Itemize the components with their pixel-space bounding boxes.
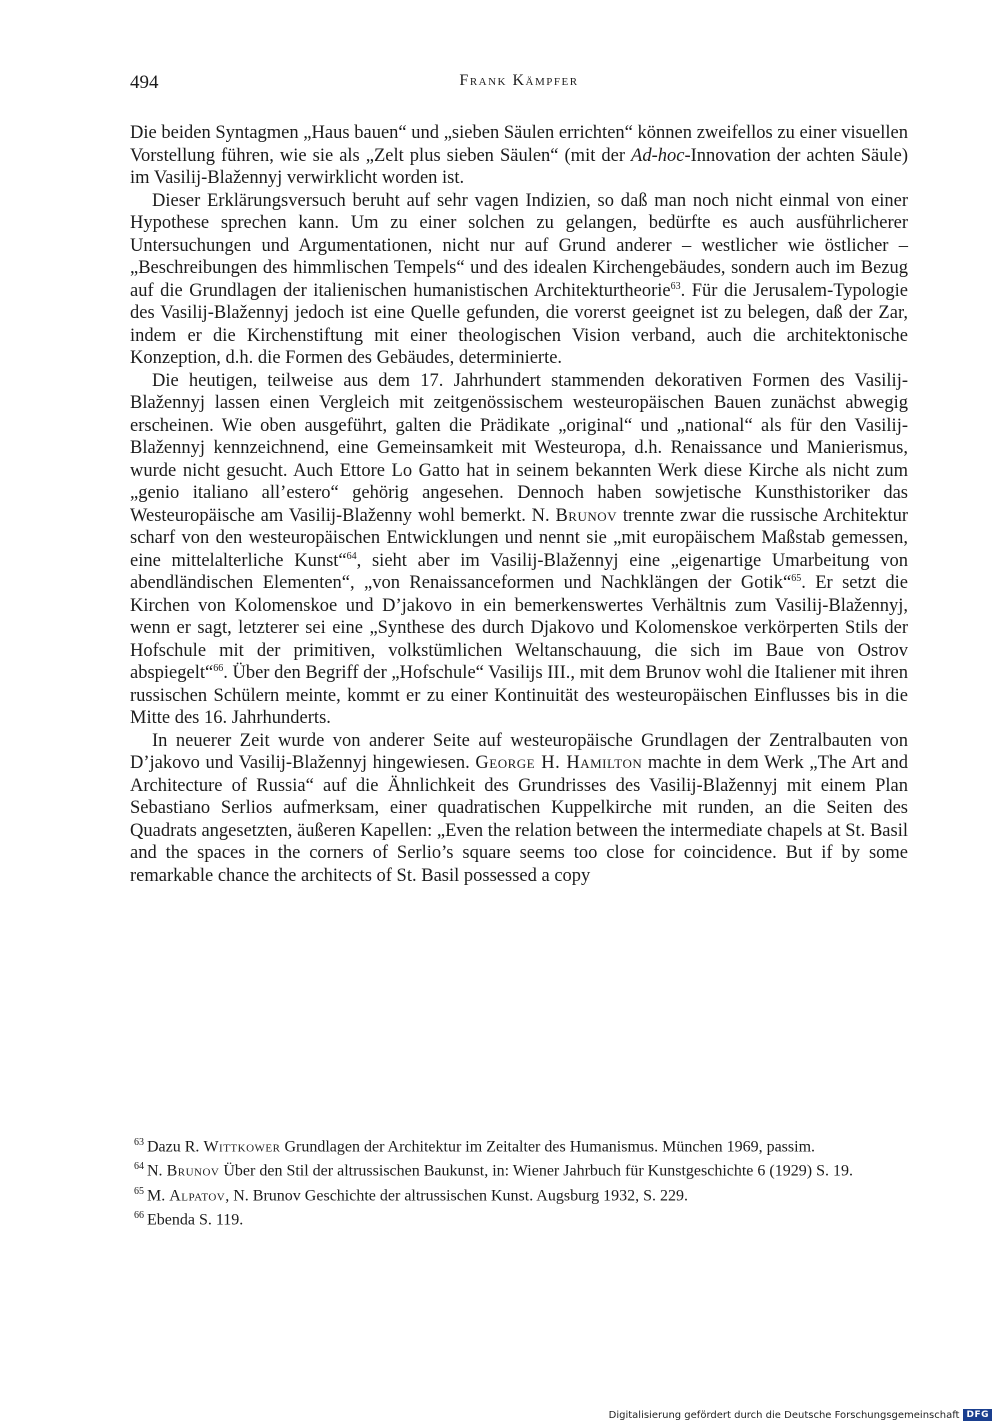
footnote-ref-66[interactable]: 66 — [213, 662, 224, 674]
dfg-logo: DFG — [963, 1409, 992, 1421]
paragraph-2 — [130, 190, 908, 370]
footnote-text: , N. Brunov Geschichte der altrussischen Kunst. Augsburg 1932, S. 229. — [225, 1186, 689, 1204]
paragraph-4 — [130, 730, 908, 888]
footnote-number: 66 — [134, 1209, 144, 1221]
paragraph-3-text-d: . Er setzt die Kirchen von Kolomenskoe und D’jakovo in ein bemerkenswertes Verhältnis zum Vasilij-Blažennyj, wenn er sagt, letzterer sei eine „Synthese des durch Djakovo und Kolomenskoe verkörperten Stils der Hofschule mit der primitiven, volkstümlichen Weltanschauung, die sich im Baue von Ostrov abspiegelt“ — [130, 573, 908, 683]
paragraph-3-text-b: trennte zwar die russische Architektur scharf von den westeuropäischen Entwicklungen und nennt sie „mit europäischem Maßstab gemessen, eine mittelalterliche Kunst“ — [130, 505, 908, 571]
paragraph-1-rest: -Innovation der achten Säule) im Vasilij-Blažennyj verwirklicht worden ist. — [130, 145, 908, 188]
author-name-brunov: Brunov — [555, 505, 618, 526]
footnote-prefix: M. — [147, 1186, 170, 1204]
paragraph-2-rest: . Für die Jerusalem-Typologie des Vasilij-Blažennyj jedoch ist eine Quelle gefunden, die vorerst geeignet ist zu belegen, daß der Zar, indem er die Kirchenstiftung mit einer theologischen Vision verband, auch die architektonische Konzeption, d.h. die Formen des Gebäudes, determinierte. — [130, 280, 908, 368]
footnote-ref-63[interactable]: 63 — [670, 280, 681, 292]
paragraph-3-text-e: . Über den Begriff der „Hofschule“ Vasilijs III., mit dem Brunov wohl die Italiener mit ihren russischen Schülern meinte, kommt er zu einer Kontinuität des westeuropäischen Einflusses bis in die Mitte des 16. Jahrhunderts. — [130, 663, 908, 728]
footnote-number: 65 — [134, 1185, 144, 1197]
paragraph-3-text-a: Die heutigen, teilweise aus dem 17. Jahrhundert stammenden dekorativen Formen des Vasilij-Blažennyj lassen einen Vergleich mit zeitgenössischem westeuropäischen Bauen zunächst abwegig erscheinen. Wie oben ausgeführt, galten die Prädikate „original“ und „national“ als für den Vasilij-Blažennyj kennzeichnend, eine Gemeinsamkeit mit Westeuropa, d.h. Renaissance und Manierismus, wurde nicht gesucht. Auch Ettore Lo Gatto hat in seinem bekannten Werk diese Kirche als nicht zum „genio italiano all’estero“ gehörig angesehen. Dennoch haben sowjetische Kunsthistoriker das Westeuropäische am Vasilij-Blaženny wohl bemerkt. N. — [130, 370, 908, 526]
paragraph-4-text-a: In neuerer Zeit wurde von anderer Seite auf westeuropäische Grundlagen der Zentralbauten von D’jakovo und Vasilij-Blažennyj hingewiesen. — [130, 730, 908, 773]
paragraph-4-text-b: machte in dem Werk „The Art and Architecture of Russia“ auf die Ähnlichkeit des Grundrisses des Vasilij-Blažennyj mit einem Plan Sebastiano Serlios aufmerksam, einer quadratischen Kuppelkirche mit runden, an die Seiten des Quadrats angesetzten, äußeren Kapellen: „Even the relation between the intermediate chapels at St. Basil and the spaces in the corners of Serlio’s square seems too close for coincidence. But if by some remarkable chance the architects of St. Basil possessed a copy — [130, 753, 908, 886]
footnote-65 — [130, 1182, 908, 1205]
footnote-text: Ebenda S. 119. — [147, 1211, 244, 1229]
funding-footer — [609, 1408, 992, 1422]
paragraph-3-text-c: , sieht aber im Vasilij-Blažennyj eine „eigenartige Umarbeitung von abendländischen Elementen“, „von Renaissanceformen und Nachklängen der Gotik“ — [130, 550, 908, 593]
footnote-text: Über den Stil der altrussischen Baukunst, in: Wiener Jahrbuch für Kunstgeschichte 6 (1929) S. 19. — [219, 1162, 853, 1180]
page-header — [130, 72, 908, 100]
footnote-author: Wittkower — [203, 1138, 281, 1156]
footnote-prefix: N. — [147, 1162, 167, 1180]
page-number: 494 — [130, 72, 159, 93]
footnote-ref-65[interactable]: 65 — [791, 572, 802, 584]
footnote-number: 63 — [134, 1137, 144, 1148]
footnotes — [130, 1133, 908, 1230]
body-text — [130, 122, 908, 887]
paragraph-1-text: Die beiden Syntagmen „Haus bauen“ und „sieben Säulen errichten“ können zweifellos zu einer visuellen Vorstellung führen, wie sie als „Zelt plus sieben Säulen“ (mit der — [130, 123, 908, 166]
paragraph-3 — [130, 370, 908, 730]
footnote-ref-64[interactable]: 64 — [346, 550, 357, 562]
running-head: Frank Kämpfer — [459, 72, 579, 89]
footnote-64 — [130, 1157, 908, 1180]
paragraph-2-text: Dieser Erklärungsversuch beruht auf sehr vagen Indizien, so daß man noch nicht einmal von einer Hypothese sprechen kann. Um zu einer solchen zu gelangen, bedürfte es auch ausführlicherer Untersuchungen und Argumentationen, nicht nur auf Grund anderer – westlicher wie östlicher – „Beschreibungen des himmlischen Tempels“ und des idealen Kirchengebäudes, sondern auch im Bezug auf die Grundlagen der italienischen humanistischen Architekturtheorie — [130, 190, 908, 301]
footnote-author: Brunov — [166, 1162, 220, 1180]
paragraph-1 — [130, 122, 908, 190]
author-name-hamilton: George H. Hamilton — [475, 753, 643, 773]
footnote-prefix: Dazu R. — [147, 1138, 204, 1156]
footnote-66 — [130, 1206, 908, 1229]
footnote-number: 64 — [134, 1161, 144, 1173]
footnote-63 — [130, 1133, 908, 1156]
funding-text: Digitalisierung gefördert durch die Deutsche Forschungsgemeinschaft — [608, 1409, 960, 1421]
footnote-author: Alpatov — [169, 1186, 226, 1204]
italic-term: Ad-hoc — [631, 145, 685, 166]
footnote-text: Grundlagen der Architektur im Zeitalter des Humanismus. München 1969, passim. — [280, 1138, 816, 1156]
